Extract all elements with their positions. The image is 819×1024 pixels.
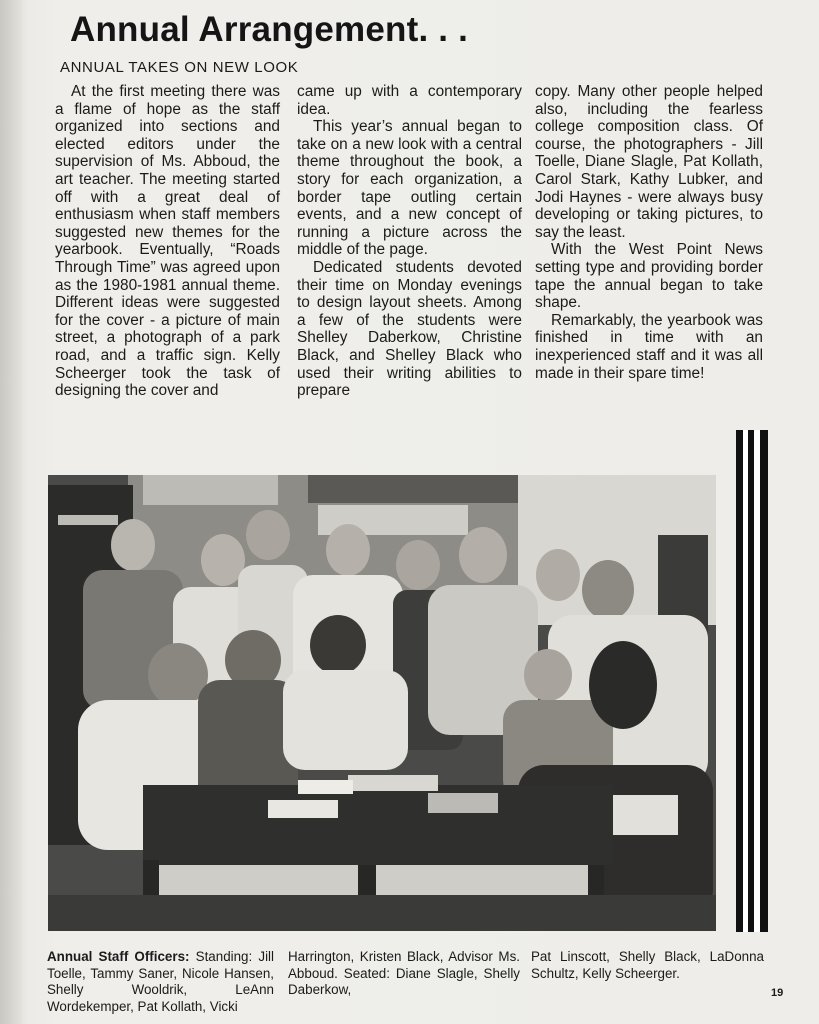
photo-caption-column-1 (47, 949, 274, 1015)
article-column-2 (297, 83, 522, 400)
paragraph: copy. Many other people helped also, including the fearless college composition class. Of course, the photographers - Jill Toelle, Diane Slagle, Pat Kollath, Carol Stark, Kathy Lubker, and Jodi Haynes - were always busy developing or taking pictures, to say the least. (535, 83, 763, 241)
paragraph: At the first meeting there was a flame of hope as the staff organized into sections and elected editors under the supervision of Ms. Abboud, the art teacher. The meeting started off with a great deal of enthusiasm when staff members suggested new themes for the yearbook. Eventually, “Roads Through Time” was agreed upon as the 1980-1981 annual theme. Different ideas were suggested for the cover - a picture of main street, a photograph of a park road, and a traffic sign. Kelly Scheerger took the task of designing the cover and (55, 83, 280, 400)
tape-stripe (748, 430, 754, 932)
photo-illustration (48, 475, 716, 931)
paragraph: came up with a contemporary idea. (297, 83, 522, 118)
book-spine-shadow (0, 0, 22, 1024)
group-photo-image (48, 475, 716, 931)
caption-lead: Annual Staff Officers: (47, 949, 190, 964)
paragraph: Remarkably, the yearbook was finished in time with an inexperienced staff and it was all made in their spare time! (535, 311, 763, 382)
border-tape-decoration (736, 430, 768, 932)
caption-text: Standing: Jill Toelle, Tammy Saner, Nicole Hansen, Shelly Wooldrik, LeAnn Wordekemper, Pat Kollath, Vicki (47, 949, 274, 1014)
photo-caption-column-2: Harrington, Kristen Black, Advisor Ms. Abboud. Seated: Diane Slagle, Shelly Daberkow, (288, 949, 520, 998)
tape-stripe (760, 430, 768, 932)
paragraph: With the West Point News setting type and providing border tape the annual began to take shape. (535, 241, 763, 312)
page-number: 19 (771, 987, 784, 999)
tape-stripe (736, 430, 743, 932)
paragraph: This year’s annual began to take on a new look with a central theme throughout the book, a story for each organization, a border tape outling certain events, and a new concept of running a picture across the middle of the page. (297, 118, 522, 259)
article-column-1 (55, 83, 280, 400)
photo-caption-column-3: Pat Linscott, Shelly Black, LaDonna Schultz, Kelly Scheerger. (531, 949, 764, 981)
article-title: Annual Arrangement. . . (70, 10, 469, 49)
article-subtitle: ANNUAL TAKES ON NEW LOOK (60, 59, 299, 76)
paragraph: Dedicated students devoted their time on Monday evenings to design layout sheets. Among a few of the students were Shelley Daberkow, Christine Black, and Shelley Black who used their writing abilities to prepare (297, 258, 522, 400)
article-column-3 (535, 83, 763, 382)
